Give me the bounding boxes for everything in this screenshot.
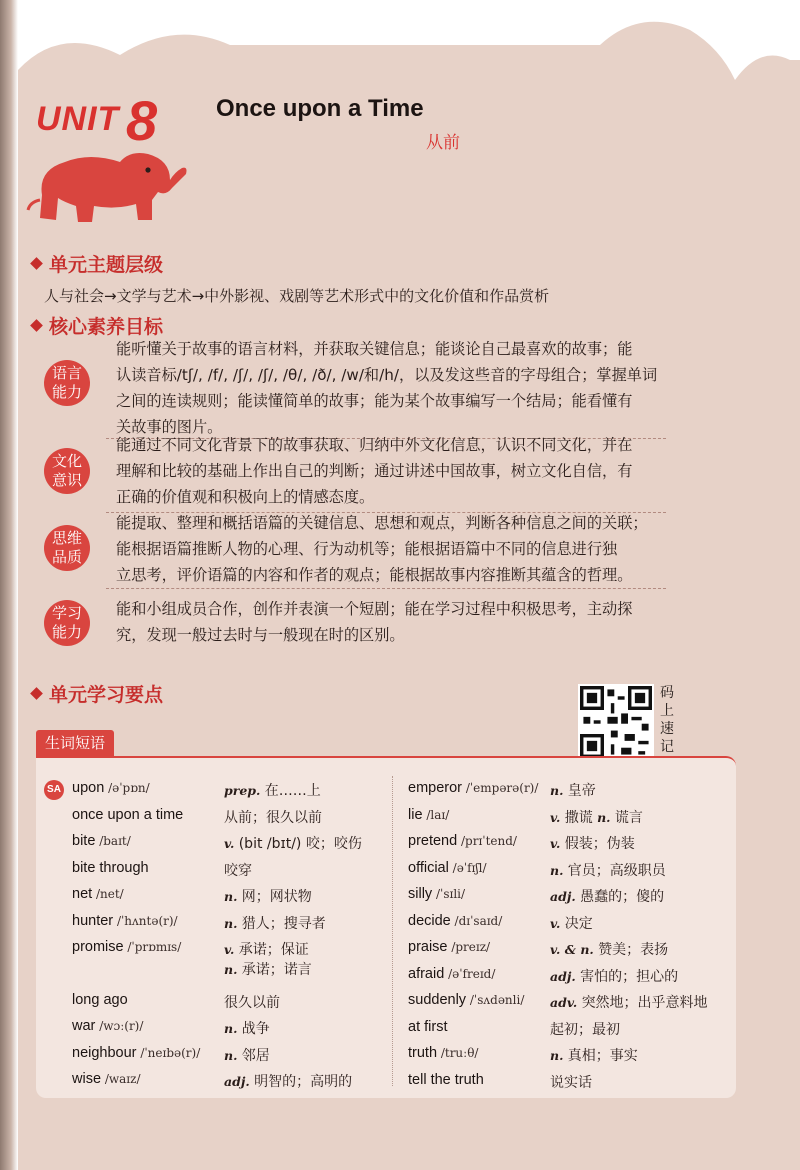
badge-line: 能力: [51, 623, 82, 641]
vocab-meaning: [224, 780, 321, 800]
vocab-pronunciation: /ˈsɪli/: [432, 887, 466, 901]
meaning-text: 说实话: [550, 1074, 592, 1091]
vocab-meaning: [550, 1019, 620, 1039]
vocab-row: [408, 1045, 478, 1061]
vocab-meaning: [224, 913, 326, 933]
badge-line: 能力: [51, 383, 82, 401]
vocab-meaning: [224, 1071, 352, 1091]
vocab-row: [72, 992, 128, 1008]
goals-heading-text: 核心素养目标: [49, 316, 164, 338]
unit-title-zh: 从前: [426, 133, 460, 153]
qr-label: [656, 684, 678, 756]
vocab-meaning: [550, 1045, 638, 1065]
meaning-text: 很久以前: [224, 994, 280, 1011]
vocab-word: once upon a time: [72, 806, 184, 823]
vocab-word: pretend: [408, 833, 458, 849]
vocab-pronunciation: /laɪ/: [422, 807, 450, 822]
vocab-word: neighbour: [72, 1044, 137, 1061]
vocab-row: [408, 992, 524, 1008]
vocab-word: bite through: [72, 859, 149, 876]
vocab-word: wise: [72, 1071, 102, 1087]
vocab-pronunciation: /prɪˈtend/: [457, 834, 517, 848]
vocab-row: [72, 1018, 143, 1034]
part-of-speech: adj.: [550, 889, 581, 904]
meaning-text: 承诺；诺言: [241, 962, 312, 978]
vocab-word: silly: [408, 886, 433, 902]
vocab-word: bite: [72, 833, 96, 849]
goal-line: 理解和比较的基础上作出自己的判断；通过讲述中国故事，树立文化自信，有: [116, 462, 633, 480]
vocab-meaning: [550, 966, 678, 986]
vocab-row: [72, 860, 149, 876]
part-of-speech: adj.: [224, 1074, 255, 1089]
vocab-meaning: [550, 780, 596, 800]
qr-label-char: 速: [660, 721, 674, 737]
qr-label-char: 上: [660, 703, 674, 719]
goal-line: 立思考，评价语篇的内容和作者的观点；能根据故事内容推断其蕴含的哲理。: [116, 566, 633, 584]
vocab-pronunciation: /net/: [92, 887, 124, 901]
unit-title-en: Once upon a Time: [216, 95, 424, 122]
vocab-pronunciation: /ˈhʌntə(r)/: [113, 913, 178, 928]
meaning-text: 猎人；搜寻者: [241, 915, 326, 932]
vocab-row: [408, 939, 490, 955]
vocab-row: [408, 780, 538, 796]
vocab-word: lie: [408, 806, 423, 823]
vocab-meaning: [550, 939, 668, 959]
vocab-row: [408, 833, 517, 849]
vocab-meaning: [224, 807, 322, 827]
goal-text-language: [116, 336, 676, 440]
vocab-pronunciation: /truːθ/: [437, 1046, 479, 1060]
vocab-meaning: [550, 833, 635, 853]
vocab-word: hunter: [72, 912, 114, 929]
qr-label-char: 码: [660, 685, 674, 701]
goal-line: 能听懂关于故事的语言材料，并获取关键信息；能谈论自己最喜欢的故事；能: [116, 340, 633, 358]
badge-line: 意识: [51, 471, 82, 489]
theme-heading: [32, 250, 163, 277]
goal-badge-culture: [44, 448, 90, 494]
vocab-word: truth: [408, 1045, 438, 1061]
unit-number: 8: [126, 89, 158, 152]
meaning-text: 真相；事实: [567, 1048, 638, 1064]
vocab-pronunciation: /ˈsʌdənli/: [466, 993, 525, 1007]
goal-text-thinking: [116, 510, 676, 588]
part-of-speech: n.: [550, 862, 568, 878]
elephant-illustration: [20, 140, 190, 230]
column-divider: [392, 776, 393, 1086]
vocab-word: promise: [72, 939, 124, 955]
meaning-text: 撒谎: [564, 809, 593, 826]
part-of-speech: n.: [224, 962, 242, 977]
vocab-row: [408, 886, 465, 902]
vocab-meaning: [224, 959, 312, 979]
vocab-word: at first: [408, 1018, 448, 1035]
meaning-text: 愚蠢的；傻的: [580, 889, 665, 905]
goal-line: 能和小组成员合作，创作并表演一个短剧；能在学习过程中积极思考，主动探: [116, 600, 633, 618]
vocab-word: praise: [408, 939, 448, 955]
key-points-heading: [32, 680, 163, 707]
goal-line: 关故事的图片。: [116, 418, 223, 436]
vocab-meaning: [224, 939, 309, 959]
vocab-word: long ago: [72, 991, 128, 1008]
vocab-pronunciation: /dɪˈsaɪd/: [450, 913, 503, 928]
meaning-text: 在……上: [264, 783, 321, 799]
vocab-row: [72, 833, 131, 849]
goal-line: 正确的价值观和积极向上的情感态度。: [116, 488, 375, 506]
goals-heading: [32, 312, 163, 339]
meaning-text: 皇帝: [567, 783, 596, 799]
vocab-meaning: [224, 1018, 270, 1038]
vocab-row: [408, 1072, 484, 1088]
goal-text-culture: [116, 432, 676, 510]
vocab-pronunciation: /wɔː(r)/: [95, 1019, 144, 1033]
vocab-row: [72, 1045, 200, 1061]
badge-line: 文化: [51, 452, 82, 470]
vocab-pronunciation: /baɪt/: [95, 834, 131, 848]
sa-badge-icon: SA: [44, 780, 64, 800]
vocab-meaning: [224, 860, 252, 880]
vocab-meaning: [224, 992, 280, 1012]
part-of-speech: v.: [550, 809, 565, 825]
meaning-text: 赞美；表扬: [598, 942, 669, 958]
vocab-pronunciation: /əˈfreɪd/: [444, 966, 496, 981]
vocab-word: net: [72, 886, 93, 902]
part-of-speech: n.: [592, 809, 615, 825]
vocab-row: [72, 780, 150, 796]
meaning-text: 邻居: [241, 1047, 270, 1064]
goal-line: 能根据语篇推断人物的心理、行为动机等；能根据语篇中不同的信息进行独: [116, 540, 618, 558]
part-of-speech: prep.: [224, 783, 265, 798]
vocab-meaning: [550, 1072, 592, 1092]
meaning-text: 假装；伪装: [564, 836, 635, 852]
vocab-meaning: [224, 1045, 270, 1065]
part-of-speech: n.: [224, 1021, 242, 1036]
vocab-meaning: [224, 833, 362, 853]
vocab-meaning: [550, 992, 708, 1012]
vocab-word: afraid: [408, 965, 445, 982]
goal-text-learning: [116, 596, 676, 648]
badge-line: 思维: [51, 529, 82, 547]
meaning-text: 谎言: [614, 809, 643, 826]
diamond-bullet-icon: [30, 319, 43, 332]
badge-line: 学习: [51, 604, 82, 622]
vocab-row: [408, 1019, 447, 1035]
theme-text: 人与社会→文学与艺术→中外影视、戏剧等艺术形式中的文化价值和作品赏析: [44, 287, 550, 305]
vocab-word: upon: [72, 780, 105, 796]
part-of-speech: v. & n.: [550, 942, 599, 957]
vocab-meaning: [550, 860, 666, 880]
meaning-text: 网；网状物: [241, 889, 312, 905]
vocab-row: [72, 886, 124, 902]
vocab-row: [408, 860, 487, 876]
goal-line: 究，发现一般过去时与一般现在时的区别。: [116, 626, 405, 644]
vocab-pronunciation: /ˈneɪbə(r)/: [136, 1045, 201, 1060]
vocab-row: [72, 939, 181, 955]
meaning-text: 起初；最初: [550, 1021, 620, 1038]
part-of-speech: n.: [224, 1047, 242, 1063]
vocab-pronunciation: /waɪz/: [101, 1072, 141, 1086]
vocab-word: suddenly: [408, 992, 467, 1008]
goal-divider: [106, 588, 666, 589]
badge-line: 品质: [51, 548, 82, 566]
meaning-text: 咬穿: [224, 862, 252, 879]
part-of-speech: v.: [550, 836, 565, 851]
diamond-bullet-icon: [30, 257, 43, 270]
goal-line: 能通过不同文化背景下的故事获取、归纳中外文化信息，认识不同文化，并在: [116, 436, 633, 454]
vocab-meaning: [550, 807, 643, 827]
qr-code-icon[interactable]: [578, 684, 654, 760]
vocab-pronunciation: /ˈprɒmɪs/: [123, 940, 182, 954]
meaning-text: 害怕的；担心的: [580, 968, 679, 985]
part-of-speech: adv.: [550, 995, 582, 1010]
vocab-word: tell the truth: [408, 1071, 484, 1088]
meaning-text: 承诺；保证: [238, 942, 309, 958]
vocab-word: emperor: [408, 780, 462, 796]
vocab-row: [72, 807, 183, 823]
vocab-row: [408, 966, 495, 982]
part-of-speech: n.: [550, 783, 568, 798]
vocab-pronunciation: /əˈpɒn/: [104, 781, 150, 795]
meaning-text: 突然地；出乎意料地: [581, 995, 708, 1011]
vocab-meaning: [550, 913, 593, 933]
part-of-speech: n.: [224, 889, 242, 904]
vocab-row: [408, 807, 449, 823]
meaning-text: (bit /bɪt/) 咬；咬伤: [238, 836, 362, 852]
qr-label-char: 记: [660, 739, 674, 755]
theme-heading-text: 单元主题层级: [49, 254, 164, 276]
vocab-row: [72, 913, 178, 929]
goal-line: 认读音标/tʃ/, /f/, /ʃ/, /ʃ/, /θ/, /ð/, /w/和/h/，以及发这些音的字母组合；掌握单词: [116, 366, 658, 384]
meaning-text: 从前；很久以前: [224, 809, 322, 826]
part-of-speech: v.: [224, 942, 239, 957]
meaning-text: 决定: [564, 915, 593, 932]
vocab-label-tab: 生词短语: [36, 730, 114, 756]
vocab-meaning: [224, 886, 312, 906]
part-of-speech: adj.: [550, 968, 581, 984]
part-of-speech: v.: [224, 836, 239, 851]
meaning-text: 战争: [241, 1021, 270, 1037]
vocab-row: [408, 913, 502, 929]
vocab-meaning: [550, 886, 664, 906]
goal-line: 之间的连读规则；能读懂简单的故事；能为某个故事编写一个结局；能看懂有: [116, 392, 633, 410]
key-points-heading-text: 单元学习要点: [49, 684, 164, 706]
part-of-speech: v.: [550, 915, 565, 931]
goal-badge-learning: [44, 600, 90, 646]
diamond-bullet-icon: [30, 687, 43, 700]
meaning-text: 官员；高级职员: [567, 862, 666, 879]
vocab-row: [72, 1071, 141, 1087]
vocab-pronunciation: /əˈfɪʃl/: [448, 860, 487, 875]
vocab-word: decide: [408, 912, 451, 929]
unit-label: UNIT: [36, 100, 120, 138]
part-of-speech: n.: [550, 1048, 568, 1063]
part-of-speech: n.: [224, 915, 242, 931]
goal-badge-thinking: [44, 525, 90, 571]
vocab-word: official: [408, 859, 449, 876]
page-binding-shadow: [0, 0, 18, 1170]
vocab-pronunciation: /ˈempərə(r)/: [462, 781, 539, 795]
goal-line: 能提取、整理和概括语篇的关键信息、思想和观点，判断各种信息之间的关联；: [116, 514, 648, 532]
goal-badge-language: [44, 360, 90, 406]
meaning-text: 明智的；高明的: [254, 1074, 353, 1090]
vocab-word: war: [72, 1018, 96, 1034]
badge-line: 语言: [51, 364, 82, 382]
vocab-pronunciation: /preɪz/: [447, 940, 491, 954]
